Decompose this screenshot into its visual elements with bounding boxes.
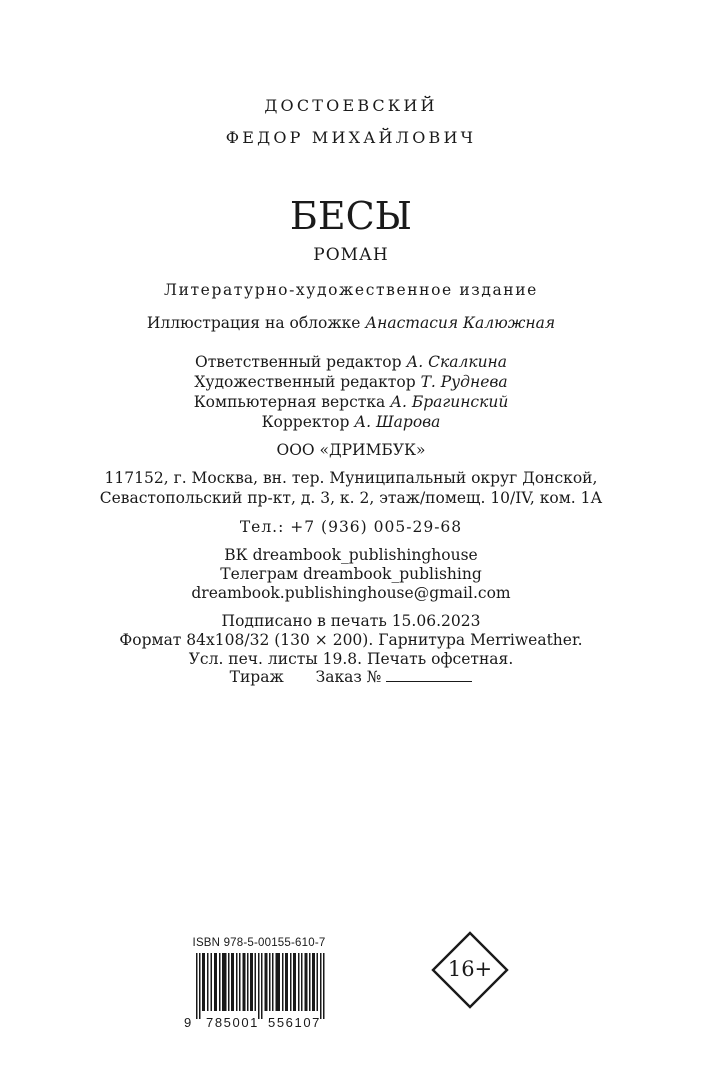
credit-person: А. Скалкина bbox=[406, 353, 508, 371]
credit-line bbox=[0, 413, 702, 431]
publisher-address-line-2: Севастопольский пр-кт, д. 3, к. 2, этаж/помещ. 10/IV, ком. 1А bbox=[99, 489, 603, 507]
book-genre: РОМАН bbox=[313, 245, 389, 265]
ean-left-group: 785001 bbox=[206, 1015, 259, 1030]
print-run-order bbox=[0, 668, 702, 686]
book-title: БЕСЫ bbox=[289, 194, 413, 238]
cover-credit-label: Иллюстрация на обложке bbox=[146, 314, 361, 332]
ean-right-group: 556107 bbox=[268, 1015, 321, 1030]
edition-type: Литературно-художественное издание bbox=[164, 281, 538, 299]
barcode-bars bbox=[186, 953, 334, 1019]
publisher-address-line-1: 117152, г. Москва, вн. тер. Муниципальный округ Донской, bbox=[104, 469, 598, 487]
publisher-name: ООО «ДРИМБУК» bbox=[276, 441, 426, 459]
credit-role: Ответственный редактор bbox=[194, 353, 402, 371]
author-surname: ДОСТОЕВСКИЙ bbox=[264, 96, 438, 115]
isbn-number: ISBN 978-5-00155-610-7 bbox=[192, 937, 326, 949]
order-number-blank bbox=[386, 668, 472, 682]
credit-line bbox=[0, 393, 702, 411]
credit-line bbox=[0, 353, 702, 371]
credit-person: Т. Руднева bbox=[420, 373, 508, 391]
age-rating-text: 16+ bbox=[447, 957, 493, 981]
print-run-label: Тираж bbox=[229, 668, 284, 686]
credit-role: Художественный редактор bbox=[194, 373, 416, 391]
print-signed: Подписано в печать 15.06.2023 bbox=[221, 612, 481, 630]
credit-person: А. Шарова bbox=[354, 413, 441, 431]
print-format: Формат 84х108/32 (130 × 200). Гарнитура Merriweather. bbox=[119, 631, 583, 649]
cover-credit bbox=[0, 314, 702, 332]
age-rating-badge bbox=[430, 930, 510, 1010]
credit-line bbox=[0, 373, 702, 391]
order-number-label: Заказ № bbox=[315, 668, 382, 686]
credit-role: Корректор bbox=[261, 413, 350, 431]
cover-illustrator: Анастасия Калюжная bbox=[365, 314, 556, 332]
credit-person: А. Брагинский bbox=[390, 393, 509, 411]
print-sheets: Усл. печ. листы 19.8. Печать офсетная. bbox=[188, 650, 514, 668]
ean-first-digit: 9 bbox=[184, 1015, 193, 1030]
publisher-email: dreambook.publishinghouse@gmail.com bbox=[191, 584, 511, 602]
isbn-barcode bbox=[180, 937, 338, 1031]
credit-role: Компьютерная верстка bbox=[193, 393, 386, 411]
publisher-telegram: Телеграм dreambook_publishing bbox=[220, 565, 482, 583]
author-name: ФЕДОР МИХАЙЛОВИЧ bbox=[225, 128, 477, 147]
publisher-vk: ВК dreambook_publishinghouse bbox=[224, 546, 478, 564]
publisher-phone: Тел.: +7 (936) 005-29-68 bbox=[239, 518, 463, 536]
